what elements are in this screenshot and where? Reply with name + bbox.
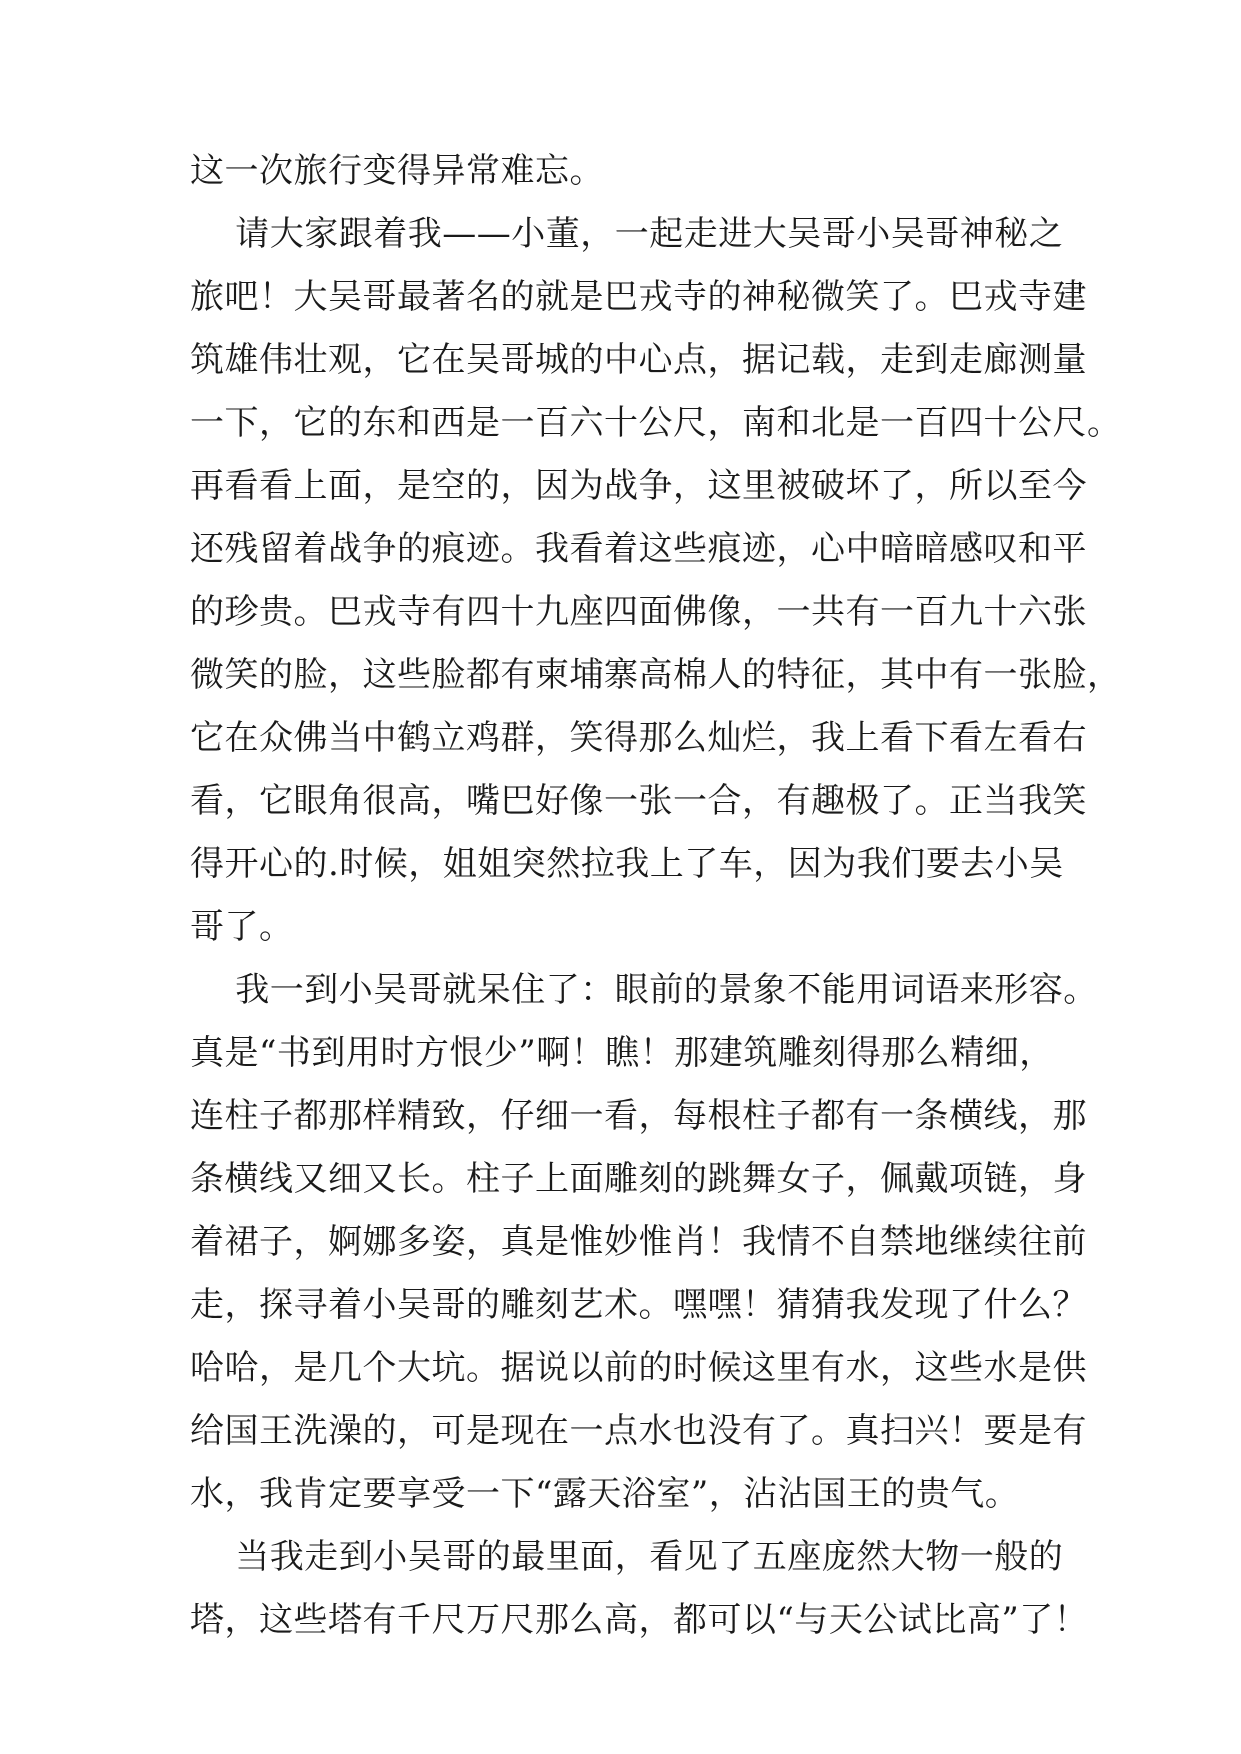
text-line: 它在众佛当中鹤立鸡群，笑得那么灿烂，我上看下看左看右 — [190, 718, 1087, 758]
text-line: 还残留着战争的痕迹。我看着这些痕迹，心中暗暗感叹和平 — [190, 529, 1087, 569]
text-line: 再看看上面，是空的，因为战争，这里被破坏了，所以至今 — [190, 466, 1087, 506]
text-line: 当我走到小吴哥的最里面，看见了五座庞然大物一般的 — [190, 1537, 1064, 1577]
text-line: 看，它眼角很高，嘴巴好像一张一合，有趣极了。正当我笑 — [190, 781, 1087, 821]
text-line: 我一到小吴哥就呆住了：眼前的景象不能用词语来形容。 — [190, 970, 1098, 1010]
text-line: 哥了。 — [190, 907, 294, 947]
document-page — [190, 140, 1122, 1652]
text-line: 走，探寻着小吴哥的雕刻艺术。嘿嘿！猜猜我发现了什么？ — [190, 1285, 1087, 1325]
text-line: 旅吧！大吴哥最著名的就是巴戎寺的神秘微笑了。巴戎寺建 — [190, 277, 1087, 317]
text-line: 条横线又细又长。柱子上面雕刻的跳舞女子，佩戴项链，身 — [190, 1159, 1087, 1199]
text-line: 微笑的脸，这些脸都有柬埔寨高棉人的特征，其中有一张脸， — [190, 655, 1122, 695]
text-line: 哈哈，是几个大坑。据说以前的时候这里有水，这些水是供 — [190, 1348, 1087, 1388]
text-line: 水，我肯定要享受一下“露天浴室”，沾沾国王的贵气。 — [190, 1474, 1020, 1514]
text-line: 给国王洗澡的，可是现在一点水也没有了。真扫兴！要是有 — [190, 1411, 1087, 1451]
text-line: 得开心的.时候，姐姐突然拉我上了车，因为我们要去小吴 — [190, 844, 1064, 884]
text-line: 请大家跟着我——小董，一起走进大吴哥小吴哥神秘之 — [190, 214, 1064, 254]
text-line: 筑雄伟壮观，它在吴哥城的中心点，据记载，走到走廊测量 — [190, 340, 1087, 380]
text-line: 真是“书到用时方恨少”啊！瞧！那建筑雕刻得那么精细， — [190, 1033, 1054, 1073]
text-line: 一下，它的东和西是一百六十公尺，南和北是一百四十公尺。 — [190, 403, 1122, 443]
text-line: 着裙子，婀娜多姿，真是惟妙惟肖！我情不自禁地继续往前 — [190, 1222, 1087, 1262]
text-line: 连柱子都那样精致，仔细一看，每根柱子都有一条横线，那 — [190, 1096, 1087, 1136]
text-line: 塔，这些塔有千尺万尺那么高，都可以“与天公试比高”了！ — [190, 1600, 1089, 1640]
text-line: 这一次旅行变得异常难忘。 — [190, 151, 604, 191]
text-line: 的珍贵。巴戎寺有四十九座四面佛像，一共有一百九十六张 — [190, 592, 1087, 632]
